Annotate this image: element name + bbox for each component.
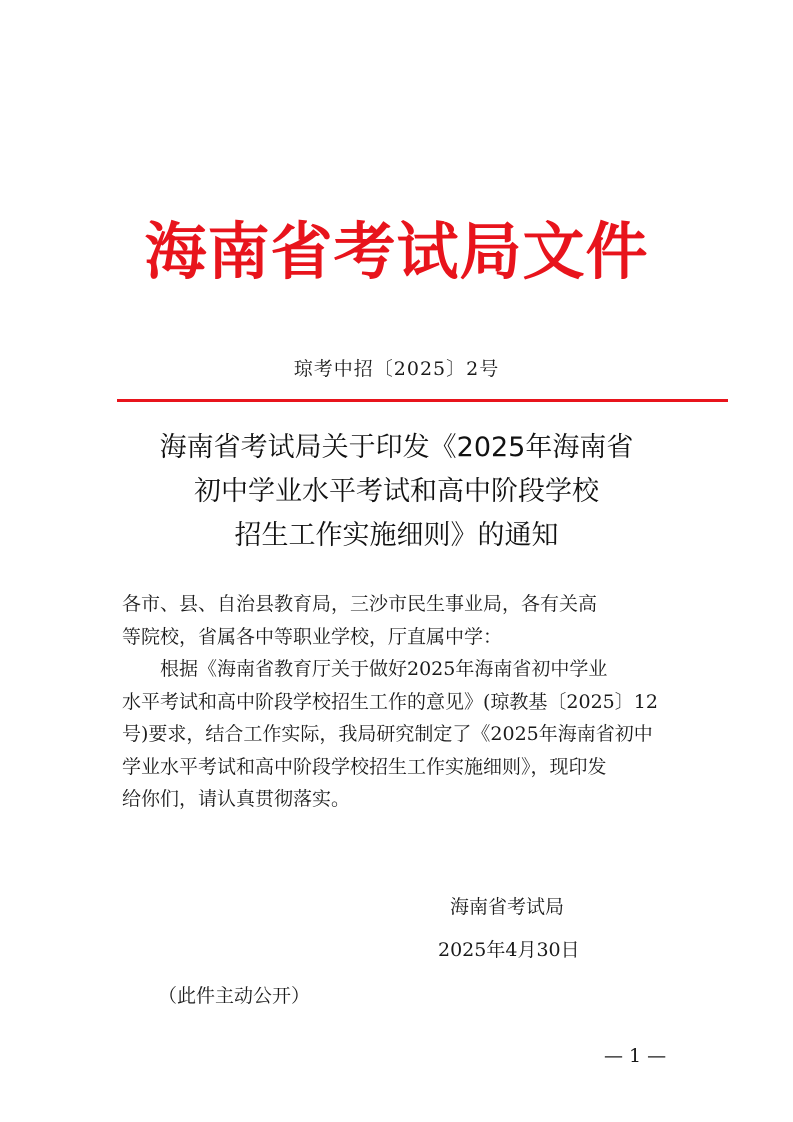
notice-title [0, 426, 793, 558]
notice-title-line: 初中学业水平考试和高中阶段学校 [194, 476, 599, 507]
notice-body [122, 588, 662, 816]
notice-title-line: 招生工作实施细则》的通知 [234, 520, 559, 551]
body-paragraph-line: 号)要求，结合工作实际，我局研究制定了《2025年海南省初中 [122, 723, 653, 745]
body-paragraph-line: 学业水平考试和高中阶段学校招生工作实施细则》，现印发 [122, 755, 607, 778]
recipients-line: 各市、县、自治县教育局，三沙市民生事业局，各有关高 [122, 593, 598, 615]
body-paragraph-line: 给你们，请认真贯彻落实。 [122, 788, 351, 810]
recipients-line: 等院校，省属各中等职业学校，厅直属中学： [122, 625, 503, 648]
body-paragraph-line: 根据《海南省教育厅关于做好2025年海南省初中学业 [160, 658, 608, 680]
issuer-signature: 海南省考试局 [450, 896, 565, 918]
page-number: — 1 — [604, 1045, 667, 1067]
issue-date: 2025年4月30日 [438, 939, 580, 961]
notice-title-line: 海南省考试局关于印发《2025年海南省 [159, 432, 634, 463]
document-header-title: 海南省考试局文件 [144, 215, 649, 288]
document-number: 琼考中招〔2025〕2号 [293, 358, 500, 380]
red-divider [117, 399, 728, 402]
body-paragraph-line: 水平考试和高中阶段学校招生工作的意见》(琼教基〔2025〕12 [122, 690, 658, 713]
disclosure-note: （此件主动公开） [158, 985, 311, 1007]
